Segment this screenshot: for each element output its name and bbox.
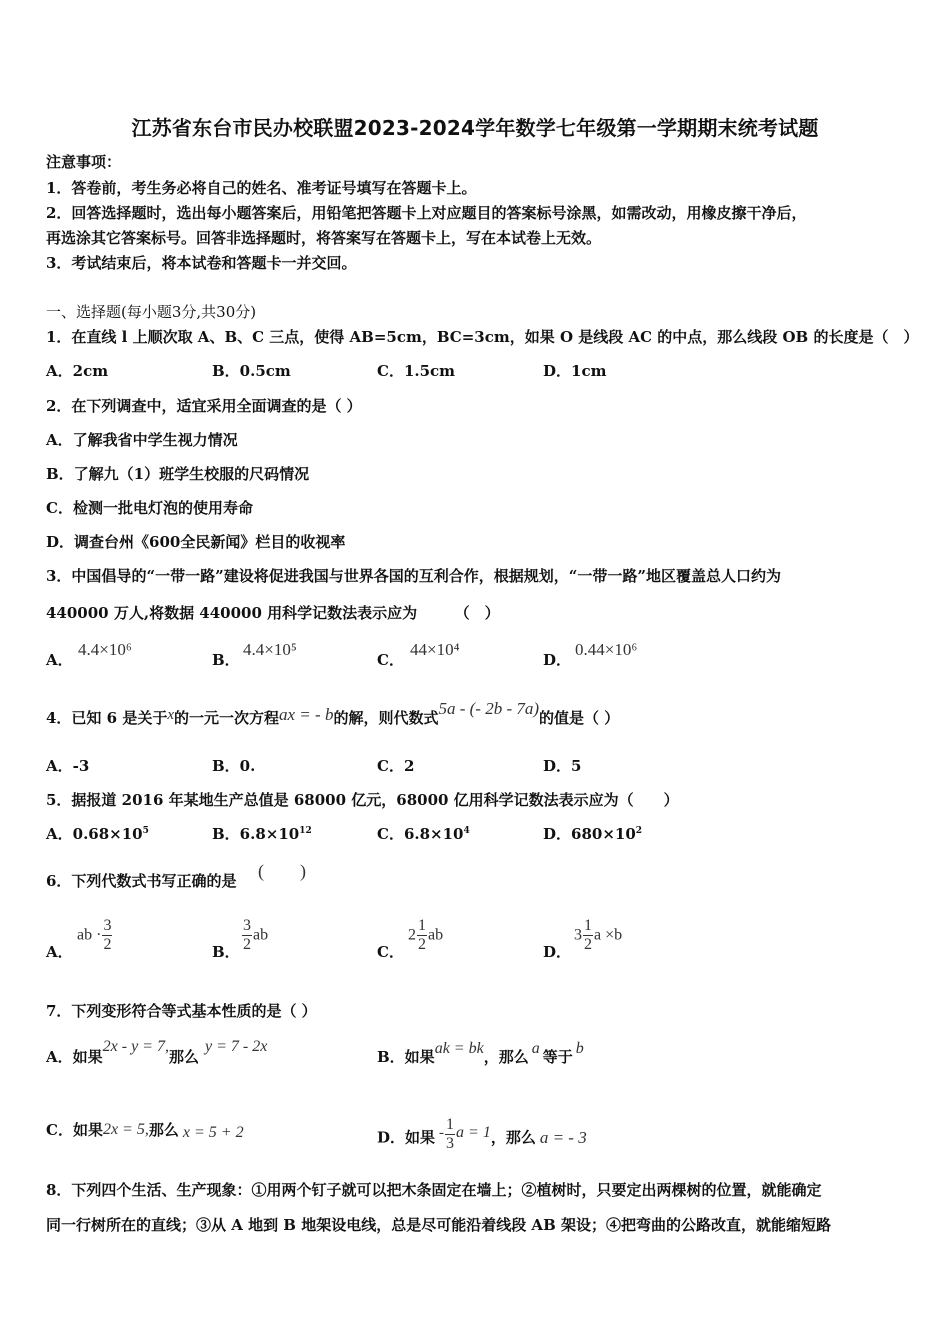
q6-option-d: 3 $\frac{1}{2}$ a ×b (574, 917, 623, 953)
q7-option-c: C．如果2x = 5,那么 x = 5 + 2 (46, 1121, 244, 1141)
q3-option-d-label: D． (543, 651, 572, 669)
q6-option-c: 2 $\frac{1}{2}$ ab (408, 917, 444, 953)
note-1: 1．答卷前，考生务必将自己的姓名、准考证号填写在答题卡上。 (46, 179, 477, 197)
q6-option-a-label: A． (46, 943, 73, 961)
note-2a: 2．回答选择题时，选出每小题答案后，用铅笔把答题卡上对应题目的答案标号涂黑，如需改动，用橡皮擦干净后， (46, 204, 807, 222)
q4-option-b: B．0. (212, 757, 256, 775)
q2-option-a: A．了解我省中学生视力情况 (46, 431, 238, 449)
q1-stem: 1．在直线 l 上顺次取 A、B、C 三点，使得 AB=5cm，BC=3cm，如果 O 是线段 AC 的中点，那么线段 OB 的长度是（ ） (46, 328, 919, 346)
q6-option-a: ab · $\frac{3}{2}$ (77, 917, 112, 953)
q6-option-b: $\frac{3}{2}$ ab (243, 917, 269, 953)
q3-stem-line1: 3．中国倡导的“一带一路”建设将促进我国与世界各国的互利合作，根据规划，“一带一路”地区覆盖总人口约为 (46, 567, 781, 585)
q3-option-c-value: 44×10⁴ (410, 640, 460, 659)
q7-stem: 7．下列变形符合等式基本性质的是（ ） (46, 1002, 317, 1020)
q6-option-d-label: D． (543, 943, 572, 961)
q4-equation: ax = - b (279, 705, 334, 724)
q4-option-c: C．2 (377, 757, 415, 775)
q1-option-c: C．1.5cm (377, 362, 456, 380)
q4-stem (46, 699, 620, 729)
q4-expression: 5a - (- 2b - 7a) (438, 699, 540, 718)
q2-option-b: B．了解九（1）班学生校服的尺码情况 (46, 465, 310, 483)
q5-option-b: B．$6.8\times 10^{12}$ (212, 825, 312, 843)
q2-option-d: D．调查台州《600全民新闻》栏目的收视率 (46, 533, 346, 551)
q7-option-b: B．如果ak = bk，那么 a 等于 b (377, 1040, 584, 1066)
q3-option-a-value: 4.4×10⁶ (78, 640, 132, 659)
q6-option-b-label: B． (212, 943, 240, 961)
q4-var-x: x (167, 707, 174, 723)
q7-option-a: A．如果2x - y = 7,那么y = 7 - 2x (46, 1038, 268, 1066)
q5-option-c: C．$6.8\times 10^4$ (377, 825, 470, 843)
page-title: 江苏省东台市民办校联盟2023-2024学年数学七年级第一学期期末统考试题 (131, 116, 819, 140)
note-3: 3．考试结束后，将本试卷和答题卡一并交回。 (46, 254, 357, 272)
q3-stem-line2: 440000 万人,将数据 440000 用科学记数法表示应为 （ ） (46, 604, 500, 622)
q3-option-b-label: B． (212, 651, 240, 669)
q4-option-a: A．-3 (46, 757, 90, 775)
q6-stem: 6．下列代数式书写正确的是 (46, 872, 237, 890)
q8-line1: 8．下列四个生活、生产现象：①用两个钉子就可以把木条固定在墙上；②植树时，只要定出两棵树的位置，就能确定 (46, 1181, 822, 1199)
q8-line2: 同一行树所在的直线；③从 A 地到 B 地架设电线，总是尽可能沿着线段 AB 架设；④把弯曲的公路改直，就能缩短路 (46, 1216, 831, 1234)
q4-option-d: D．5 (543, 757, 582, 775)
q6-option-c-label: C． (377, 943, 404, 961)
note-2b: 再选涂其它答案标号。回答非选择题时，将答案写在答题卡上，写在本试卷上无效。 (46, 229, 602, 247)
q4-mid: 的一元一次方程 (174, 709, 280, 727)
q2-stem: 2．在下列调查中，适宜采用全面调查的是（ ） (46, 397, 362, 415)
q3-option-b-value: 4.4×10⁵ (243, 640, 297, 659)
notes-heading: 注意事项： (46, 153, 122, 171)
q2-option-c: C．检测一批电灯泡的使用寿命 (46, 499, 253, 517)
q4-pre: 4．已知 6 是关于 (46, 709, 168, 727)
q5-option-d: D．$680\times 10^2$ (543, 825, 643, 843)
q7-option-d: D．如果 - $\frac{1}{3}$ a = 1，那么 a = - 3 (377, 1116, 587, 1152)
q1-option-b: B．0.5cm (212, 362, 291, 380)
q3-option-a-label: A． (46, 651, 73, 669)
q4-post: 的值是（ ） (539, 709, 620, 727)
section-heading: 一、选择题(每小题3分,共30分) (46, 303, 257, 321)
q3-option-d-value: 0.44×10⁶ (575, 640, 638, 659)
q6-paren: ( ) (258, 861, 306, 881)
q1-option-d: D．1cm (543, 362, 607, 380)
q5-option-a: A．$0.68\times 10^5$ (46, 825, 149, 843)
q3-option-c-label: C． (377, 651, 404, 669)
q1-option-a: A．2cm (46, 362, 109, 380)
q4-mid2: 的解，则代数式 (333, 709, 439, 727)
q5-stem: 5．据报道 2016 年某地生产总值是 68000 亿元，68000 亿用科学记数法表示应为（ ） (46, 791, 679, 809)
